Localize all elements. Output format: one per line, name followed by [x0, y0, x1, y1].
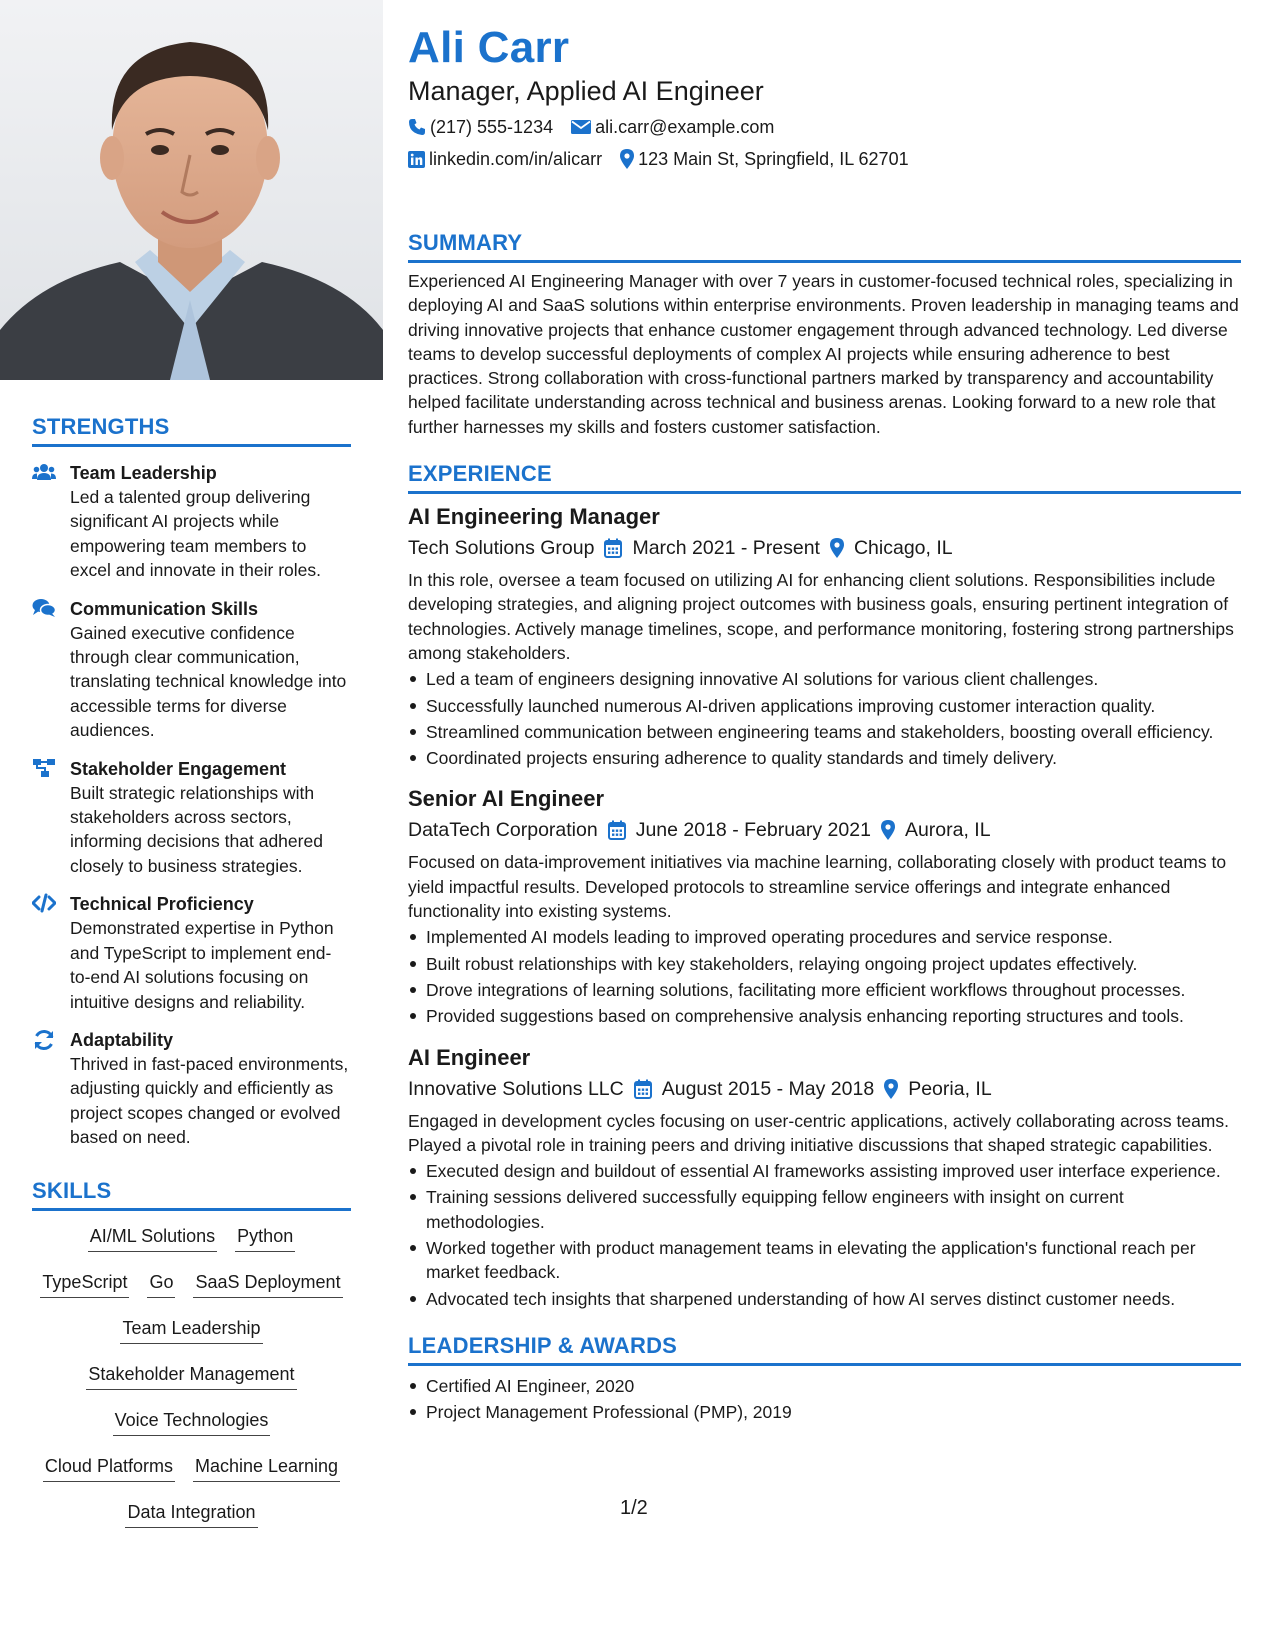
- job-title: AI Engineering Manager: [408, 504, 660, 530]
- map-marker-icon: [830, 538, 844, 558]
- candidate-name: Ali Carr: [408, 23, 570, 72]
- skills-heading: SKILLS: [32, 1178, 351, 1211]
- list-item: Project Management Professional (PMP), 2019: [408, 1400, 1241, 1424]
- job-entry: [408, 1043, 1241, 1311]
- skill-tag: Stakeholder Management: [86, 1361, 296, 1390]
- awards-heading: LEADERSHIP & AWARDS: [408, 1333, 1241, 1366]
- page-number: 1/2: [620, 1497, 648, 1519]
- code-icon: [32, 892, 70, 1014]
- job-meta: [408, 1074, 1241, 1104]
- job-title: Senior AI Engineer: [408, 786, 605, 812]
- list-item: Implemented AI models leading to improved operating procedures and service response.: [408, 925, 1241, 949]
- job-location: Peoria, IL: [908, 1077, 992, 1100]
- strengths-section: [32, 414, 351, 1150]
- job-dates: August 2015 - May 2018: [661, 1077, 875, 1100]
- list-item: Provided suggestions based on comprehensive analysis enhancing reporting structures and tools.: [408, 1004, 1241, 1028]
- job-description: Focused on data-improvement initiatives via machine learning, collaborating closely with product teams to yield impactful results. Developed protocols to streamline service offerings and integrate enhanced functionality into existing systems.: [408, 852, 1227, 922]
- calendar-icon: [604, 538, 622, 558]
- skill-list: [32, 1223, 351, 1528]
- company-name: DataTech Corporation: [408, 819, 598, 842]
- strength-item: [32, 461, 351, 583]
- candidate-title: Manager, Applied AI Engineer: [408, 76, 764, 106]
- calendar-icon: [634, 1079, 652, 1099]
- list-item: Executed design and buildout of essential AI frameworks assisting improved user interface experience.: [408, 1159, 1241, 1183]
- job-dates: March 2021 - Present: [632, 537, 820, 560]
- experience-section: [408, 461, 1241, 1311]
- job-location: Chicago, IL: [853, 537, 953, 560]
- calendar-icon: [608, 820, 626, 840]
- job-meta: [408, 533, 1241, 563]
- linkedin-url: linkedin.com/in/alicarr: [429, 149, 603, 169]
- contact-row: [408, 114, 1241, 140]
- job-description: In this role, oversee a team focused on utilizing AI for enhancing client solutions. Responsibilities include developing strategies, and aligning project outcomes with business goals, ensuring pertinent integration of technologies. Actively manage timelines, scope, and performance monitoring, fostering strong partnerships among stakeholders.: [408, 570, 1234, 663]
- users-icon: [32, 461, 70, 583]
- phone-number: (217) 555-1234: [430, 117, 554, 137]
- job-entry: [408, 502, 1241, 770]
- skill-tag: Data Integration: [125, 1499, 257, 1528]
- phone-contact[interactable]: [408, 114, 553, 140]
- job-entry: [408, 784, 1241, 1028]
- strength-item: [32, 1028, 351, 1150]
- job-title: AI Engineer: [408, 1044, 531, 1070]
- contact-row: [408, 146, 1241, 172]
- experience-heading: EXPERIENCE: [408, 461, 1241, 494]
- summary-section: [408, 230, 1241, 439]
- sitemap-icon: [32, 757, 70, 879]
- skill-tag: Python: [235, 1223, 295, 1252]
- linkedin-contact[interactable]: [408, 146, 602, 172]
- strength-title: Team Leadership: [70, 463, 217, 483]
- list-item: Successfully launched numerous AI-driven applications improving customer interaction quality.: [408, 694, 1241, 718]
- list-item: Worked together with product management teams in elevating the application's functional reach per market feedback.: [408, 1236, 1241, 1285]
- strength-title: Technical Proficiency: [70, 894, 254, 915]
- strength-item: [32, 892, 351, 1014]
- awards-list: [408, 1374, 1241, 1425]
- list-item: Training sessions delivered successfully equipping fellow engineers with insight on current methodologies.: [408, 1185, 1241, 1234]
- list-item: Led a team of engineers designing innovative AI solutions for various client challenges.: [408, 667, 1241, 691]
- strength-description: Demonstrated expertise in Python and TypeScript to implement end-to-end AI solutions focusing on intuitive designs and reliability.: [70, 918, 334, 1012]
- profile-photo: [0, 0, 383, 380]
- skill-tag: AI/ML Solutions: [88, 1223, 217, 1252]
- job-bullets: [408, 667, 1241, 770]
- portrait-image: [0, 0, 383, 380]
- job-meta: [408, 815, 1241, 845]
- strength-item: [32, 757, 351, 879]
- envelope-icon: [571, 119, 591, 135]
- comments-icon: [32, 597, 70, 743]
- strength-description: Led a talented group delivering significant AI projects while empowering team members to excel and innovate in their roles.: [70, 487, 321, 581]
- list-item: Advocated tech insights that sharpened understanding of how AI serves distinct customer needs.: [408, 1287, 1241, 1311]
- company-name: Tech Solutions Group: [408, 537, 595, 560]
- skill-tag: Go: [147, 1269, 175, 1298]
- job-bullets: [408, 925, 1241, 1028]
- job-bullets: [408, 1159, 1241, 1311]
- sidebar: [0, 0, 383, 1650]
- company-name: Innovative Solutions LLC: [408, 1077, 624, 1100]
- strength-title: Stakeholder Engagement: [70, 758, 287, 779]
- list-item: Certified AI Engineer, 2020: [408, 1374, 1241, 1398]
- email-contact[interactable]: [571, 114, 774, 140]
- strength-title: Adaptability: [70, 1029, 174, 1050]
- strength-description: Thrived in fast-paced environments, adjusting quickly and efficiently as project scopes changed or evolved based on need.: [70, 1053, 349, 1148]
- skill-tag: Team Leadership: [120, 1315, 262, 1344]
- list-item: Streamlined communication between engineering teams and stakeholders, boosting overall efficiency.: [408, 720, 1241, 744]
- map-marker-icon: [620, 149, 634, 169]
- job-dates: June 2018 - February 2021: [635, 819, 871, 842]
- map-marker-icon: [881, 820, 895, 840]
- list-item: Coordinated projects ensuring adherence to quality standards and timely delivery.: [408, 746, 1241, 770]
- skill-tag: TypeScript: [40, 1269, 129, 1298]
- list-item: Drove integrations of learning solutions, facilitating more efficient workflows throughout processes.: [408, 978, 1241, 1002]
- main-content: [408, 0, 1241, 1425]
- strength-title: Communication Skills: [70, 598, 259, 619]
- list-item: Built robust relationships with key stakeholders, relaying ongoing project updates effectively.: [408, 952, 1241, 976]
- strengths-heading: STRENGTHS: [32, 414, 351, 447]
- email-address: ali.carr@example.com: [595, 117, 775, 137]
- skill-tag: Cloud Platforms: [43, 1453, 175, 1482]
- skill-tag: Machine Learning: [193, 1453, 340, 1482]
- strength-description: Gained executive confidence through clear communication, translating technical knowledge into accessible terms for diverse audiences.: [70, 622, 347, 741]
- address-contact: [620, 146, 909, 172]
- address-text: 123 Main St, Springfield, IL 62701: [638, 149, 909, 169]
- skill-tag: SaaS Deployment: [193, 1269, 342, 1298]
- job-location: Aurora, IL: [904, 819, 991, 842]
- skill-tag: Voice Technologies: [113, 1407, 271, 1436]
- strength-item: [32, 597, 351, 743]
- sync-icon: [32, 1028, 70, 1150]
- awards-section: [408, 1333, 1241, 1425]
- map-marker-icon: [884, 1079, 898, 1099]
- summary-heading: SUMMARY: [408, 230, 1241, 263]
- strength-description: Built strategic relationships with stakeholders across sectors, informing decisions that adhered closely to business strategies.: [70, 782, 323, 876]
- summary-text: Experienced AI Engineering Manager with over 7 years in customer-focused technical roles, specializing in deploying AI and SaaS solutions within enterprise environments. Proven leadership in managing teams and driving innovative projects that enhance customer engagement through advanced technology. Led diverse teams to develop successful deployments of complex AI projects while ensuring adherence to best practices. Strong collaboration with cross-functional partners marked by transparency and accountability helped facilitate understanding across technical and business arenas. Looking forward to a new role that further harnesses my skills and fosters customer satisfaction.: [408, 271, 1239, 437]
- linkedin-icon: [408, 151, 425, 168]
- phone-icon: [408, 118, 426, 136]
- job-description: Engaged in development cycles focusing on user-centric applications, actively collaborating across teams. Played a pivotal role in training peers and driving initiative discussions that shaped strategic capabilities.: [408, 1110, 1229, 1155]
- skills-section: [32, 1178, 351, 1528]
